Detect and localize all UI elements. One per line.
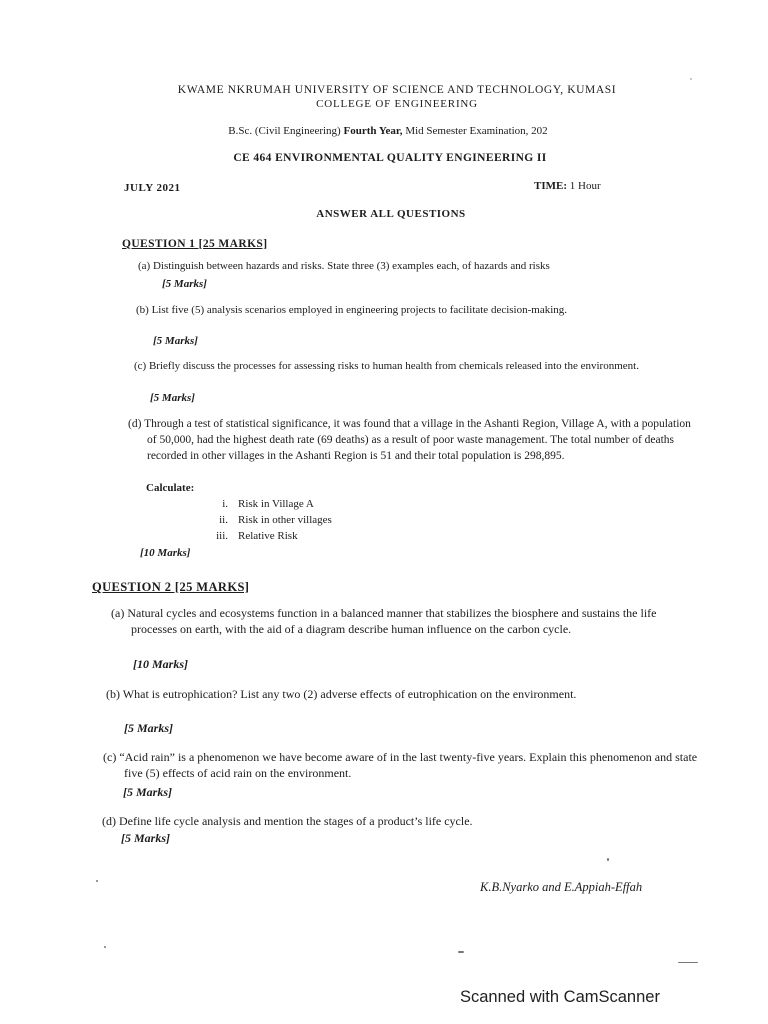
scan-speck — [104, 946, 106, 948]
q1a-marks: [5 Marks] — [162, 278, 207, 290]
q1b-marks: [5 Marks] — [153, 335, 198, 347]
q1c-text: Briefly discuss the processes for assessing risks to human health from chemicals released into the environment. — [148, 360, 639, 372]
time-label: TIME: — [534, 180, 567, 192]
q1d-item-2 — [190, 512, 332, 528]
university-name: KWAME NKRUMAH UNIVERSITY OF SCIENCE AND TECHNOLOGY, KUMASI — [177, 84, 617, 96]
item-text: Relative Risk — [238, 530, 298, 542]
scanner-watermark: Scanned with CamScanner — [460, 988, 660, 1006]
programme-suffix: Mid Semester Examination, 202 — [405, 125, 548, 137]
scan-speck — [96, 880, 98, 882]
course-title: CE 464 ENVIRONMENTAL QUALITY ENGINEERING II — [233, 152, 547, 164]
examiner-signature: K.B.Nyarko and E.Appiah-Effah — [480, 880, 643, 894]
scan-speck — [607, 858, 609, 861]
question2a — [111, 605, 699, 637]
question2c — [103, 749, 702, 781]
exam-time — [534, 180, 601, 192]
question2-heading: QUESTION 2 [25 MARKS] — [92, 580, 250, 594]
question2d — [102, 813, 701, 829]
q2b-text: What is eutrophication? List any two (2) adverse effects of eutrophication on the environment. — [122, 687, 577, 701]
item-number: ii. — [219, 514, 228, 526]
q1a-label: (a) — [138, 260, 151, 272]
q2d-label: (d) — [102, 814, 116, 828]
q1d-item-3 — [190, 528, 298, 544]
q1c-label: (c) — [134, 360, 147, 372]
q2d-text: Define life cycle analysis and mention the stages of a product’s life cycle. — [119, 814, 473, 828]
q1d-calculate: Calculate: — [146, 482, 195, 494]
q2a-label: (a) — [111, 606, 125, 620]
q2b-label: (b) — [106, 687, 120, 701]
q2c-label: (c) — [103, 750, 117, 764]
scan-speck — [678, 962, 698, 963]
scan-speck — [690, 78, 692, 80]
programme-line — [0, 125, 768, 137]
item-text: Risk in Village A — [238, 498, 314, 510]
q1a-text: Distinguish between hazards and risks. State three (3) examples each, of hazards and risks — [152, 260, 550, 272]
programme-year: Fourth Year, — [343, 125, 403, 137]
q2d-marks: [5 Marks] — [121, 831, 171, 845]
q1d-label: (d) — [128, 418, 142, 430]
question1a — [138, 258, 678, 274]
item-text: Risk in other villages — [238, 514, 332, 526]
question1-heading: QUESTION 1 [25 MARKS] — [122, 238, 268, 250]
q2b-marks: [5 Marks] — [124, 721, 174, 735]
question1c — [134, 358, 692, 374]
q1d-item-1 — [190, 496, 314, 512]
scan-speck — [458, 951, 464, 953]
q2a-text: Natural cycles and ecosystems function in a balanced manner that stabilizes the biosphere and sustains the life processes on earth, with the aid of a diagram describe human influence on the carbon cycle. — [127, 606, 657, 636]
exam-date: JULY 2021 — [124, 182, 181, 194]
item-number: iii. — [216, 530, 228, 542]
question2b — [106, 686, 698, 702]
time-value: 1 Hour — [569, 180, 601, 192]
q1c-marks: [5 Marks] — [150, 392, 195, 404]
q1d-marks: [10 Marks] — [140, 547, 191, 559]
college-name: COLLEGE OF ENGINEERING — [316, 98, 478, 110]
q2a-marks: [10 Marks] — [133, 657, 189, 671]
programme-prefix: B.Sc. (Civil Engineering) — [228, 125, 341, 137]
question1d — [128, 416, 695, 464]
item-number: i. — [222, 498, 228, 510]
q1b-label: (b) — [136, 304, 149, 316]
exam-instruction: ANSWER ALL QUESTIONS — [316, 208, 466, 220]
q1b-text: List five (5) analysis scenarios employed in engineering projects to facilitate decision-making. — [151, 304, 568, 316]
question1b — [136, 302, 693, 318]
q1d-text: Through a test of statistical significance, it was found that a village in the Ashanti Region, Village A, with a population of 50,000, had the highest death rate (69 deaths) as a result of poor waste management. The total number of deaths recorded in other villages in the Ashanti Region is 51 and their total population is 298,895. — [144, 418, 691, 462]
q2c-text: “Acid rain” is a phenomenon we have become aware of in the last twenty-five years. Explain this phenomenon and state five (5) effects of acid rain on the environment. — [119, 750, 698, 780]
q2c-marks: [5 Marks] — [123, 785, 173, 799]
